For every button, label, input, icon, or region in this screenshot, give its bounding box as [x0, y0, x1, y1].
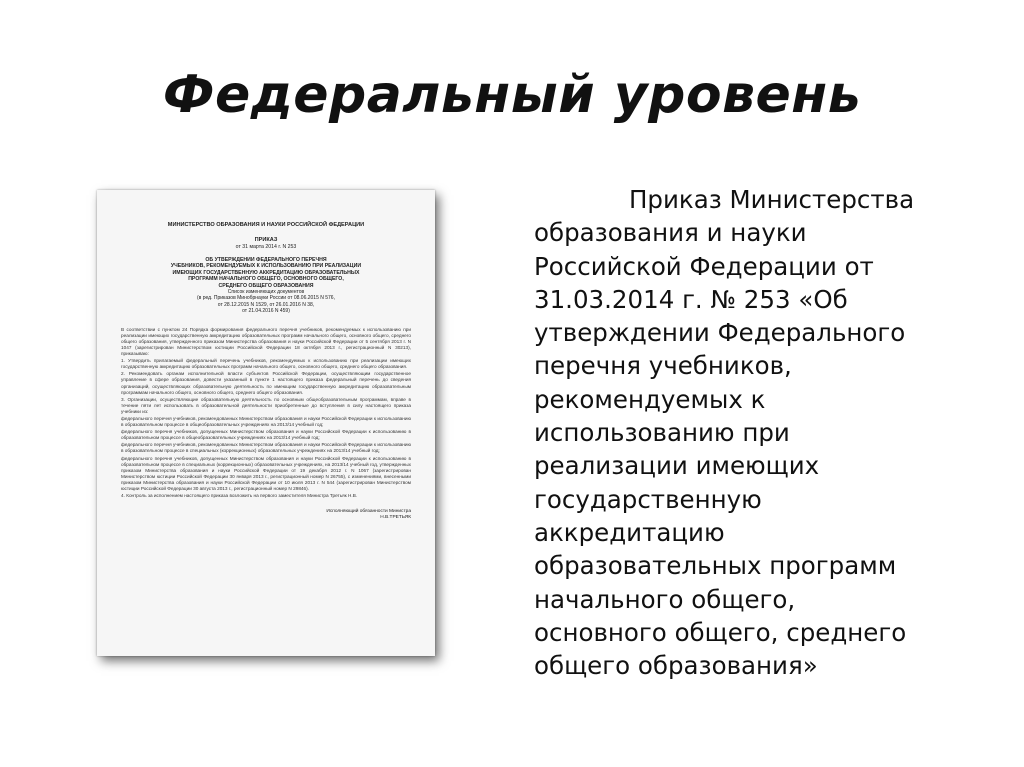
- doc-paragraph: федерального перечня учебников, рекомендованных Министерством образования и науки Российской Федерации к использованию в образовательном процессе в специальных (коррекционных) образовательных учреждениях на 2013/14 учебный год;: [121, 442, 411, 454]
- order-description: [534, 183, 974, 682]
- order-line: государственную: [534, 484, 762, 514]
- doc-changes-title: Список изменяющих документов: [227, 289, 305, 296]
- doc-signature-role: Исполняющий обязанности Министра: [326, 509, 411, 515]
- doc-changes-line: (в ред. Приказов Минобрнауки России от 08.06.2015 N 576,: [197, 295, 335, 302]
- order-line: образовательных программ: [534, 551, 897, 581]
- order-line: реализации имеющих: [534, 451, 820, 481]
- doc-heading-line: СРЕДНЕГО ОБЩЕГО ОБРАЗОВАНИЯ: [218, 282, 314, 289]
- doc-heading-line: ПРОГРАММ НАЧАЛЬНОГО ОБЩЕГО, ОСНОВНОГО ОБЩЕГО,: [188, 276, 344, 283]
- doc-paragraph: 1. Утвердить прилагаемый федеральный перечень учебников, рекомендуемых к использованию при реализации имеющих государственную аккредитацию образовательных программ начального общего, основного общего, среднего общего образования.: [121, 358, 411, 370]
- document-content: [121, 222, 411, 522]
- slide-title: Федеральный уровень: [162, 65, 862, 125]
- doc-ministry: МИНИСТЕРСТВО ОБРАЗОВАНИЯ И НАУКИ РОССИЙСКОЙ ФЕДЕРАЦИИ: [167, 222, 365, 228]
- order-line: основного общего, среднего: [534, 617, 907, 647]
- order-line: начального общего,: [534, 584, 796, 614]
- doc-changes-line: от 21.04.2016 N 459): [242, 308, 290, 315]
- order-line: 31.03.2014 г. № 253 «Об: [534, 284, 848, 314]
- doc-date: от 31 марта 2014 г. N 253: [235, 244, 297, 250]
- doc-paragraph: федерального перечня учебников, допущенных Министерством образования и науки Российской Федерации к использованию в образовательном процессе в общеобразовательных учреждениях на 2013/14 учебный год;: [121, 429, 411, 441]
- doc-paragraph: федерального перечня учебников, рекомендованных Министерством образования и науки Российской Федерации к использованию в образовательном процессе в общеобразовательных учреждениях на 2013/14 учебный год;: [121, 415, 411, 428]
- doc-paragraph: федерального перечня учебников, допущенных Министерством образования и науки Российской Федерации к использованию в образовательном процессе в специальных (коррекционных) образовательных учреждениях, на 2013/14 учебный год, утвержденных приказом Министерства образования и науки Российской Федерации от 19 декабря 2012 г. N 1067 (зарегистрирован Министерством юстиции Российской Федерации 30 января 2013 г., регистрационный номер N 26755), с изменениями, внесенными приказом Министерства образования и науки Российской Федерации от 10 июля 2013 г. N 544 (зарегистрирован Министерством юстиции Российской Федерации 30 августа 2013 г., регистрационный номер N 29846).: [121, 455, 411, 491]
- doc-signature-name: Н.В.ТРЕТЬЯК: [380, 515, 411, 521]
- doc-paragraph: В соответствии с пунктом 24 Порядка формирования федерального перечня учебников, рекомендуемых к использованию при реализации имеющих государственную аккредитацию образовательных программ начального общего, основного общего, среднего общего образования, утвержденного приказом Министерства образования и науки Российской Федерации от 5 сентября 2013 г. N 1047 (зарегистрирован Министерством юстиции Российской Федерации 18 октября 2013 г., регистрационный N 30213), приказываю:: [121, 326, 411, 357]
- order-line: аккредитацию: [534, 517, 725, 547]
- document-image: [97, 190, 435, 656]
- order-line: общего образования»: [534, 651, 818, 681]
- doc-paragraph: 4. Контроль за исполнением настоящего приказа возложить на первого заместителя Министра Третьяк Н.В.: [121, 493, 358, 499]
- doc-heading-line: УЧЕБНИКОВ, РЕКОМЕНДУЕМЫХ К ИСПОЛЬЗОВАНИЮ ПРИ РЕАЛИЗАЦИИ: [170, 263, 362, 270]
- doc-paragraph: 2. Рекомендовать органам исполнительной власти субъектов Российской Федерации, осуществляющим государственное управление в сфере образования, довести указанный в пункте 1 настоящего приказа федеральный перечень до сведения организаций, осуществляющих образовательную деятельность по имеющим государственную аккредитацию образовательным программам начального общего, основного общего, среднего общего образования.: [121, 371, 411, 395]
- doc-heading-line: ОБ УТВЕРЖДЕНИИ ФЕДЕРАЛЬНОГО ПЕРЕЧНЯ: [205, 257, 327, 263]
- order-line: рекомендуемых к: [534, 384, 766, 414]
- order-line: образования и науки: [534, 218, 807, 248]
- order-line-text: Приказ Министерства: [629, 185, 915, 214]
- doc-changes-line: от 28.12.2015 N 1529, от 26.01.2016 N 38,: [217, 301, 315, 308]
- doc-prikaz: ПРИКАЗ: [254, 237, 278, 243]
- doc-heading-line: ИМЕЮЩИХ ГОСУДАРСТВЕННУЮ АККРЕДИТАЦИЮ ОБРАЗОВАТЕЛЬНЫХ: [172, 269, 360, 276]
- order-line: Российской Федерации от: [534, 251, 874, 281]
- doc-paragraph: 3. Организации, осуществляющие образовательную деятельность по основным общеобразовательным программам, вправе в течение пяти лет использовать в образовательной деятельности приобретенные до вступления в силу настоящего приказа учебники из:: [121, 396, 411, 414]
- order-line: использованию при: [534, 418, 790, 448]
- order-line: перечня учебников,: [534, 351, 792, 381]
- order-line: утверждении Федерального: [534, 318, 906, 348]
- order-line: [534, 183, 974, 216]
